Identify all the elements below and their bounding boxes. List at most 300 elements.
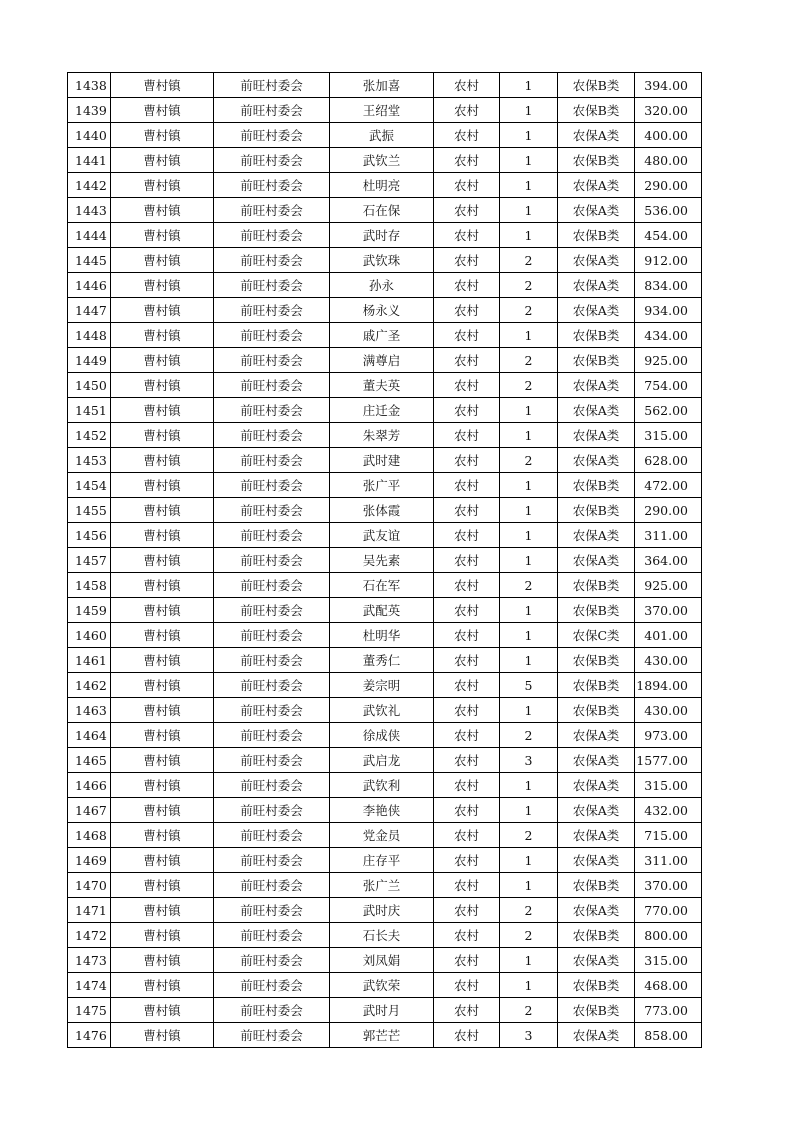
cell-village-committee: 前旺村委会: [214, 873, 330, 898]
cell-serial-number: 1460: [68, 623, 111, 648]
cell-village-committee: 前旺村委会: [214, 973, 330, 998]
table-row: [68, 448, 702, 473]
cell-amount: 800.00: [635, 923, 702, 948]
cell-serial-number: 1444: [68, 223, 111, 248]
cell-insurance-category: 农保B类: [558, 348, 635, 373]
cell-village-committee: 前旺村委会: [214, 248, 330, 273]
cell-insurance-category: 农保A类: [558, 123, 635, 148]
cell-member-count: 2: [500, 573, 558, 598]
cell-amount: 925.00: [635, 573, 702, 598]
cell-town: 曹村镇: [111, 98, 214, 123]
cell-household-type: 农村: [434, 348, 500, 373]
cell-member-count: 1: [500, 223, 558, 248]
cell-insurance-category: 农保C类: [558, 623, 635, 648]
cell-town: 曹村镇: [111, 823, 214, 848]
cell-household-type: 农村: [434, 723, 500, 748]
page-table-wrapper: [67, 72, 702, 1048]
cell-amount: 364.00: [635, 548, 702, 573]
cell-amount: 311.00: [635, 848, 702, 873]
cell-amount: 912.00: [635, 248, 702, 273]
cell-serial-number: 1462: [68, 673, 111, 698]
cell-household-type: 农村: [434, 698, 500, 723]
cell-town: 曹村镇: [111, 248, 214, 273]
cell-household-type: 农村: [434, 473, 500, 498]
cell-town: 曹村镇: [111, 848, 214, 873]
cell-village-committee: 前旺村委会: [214, 73, 330, 98]
cell-amount: 562.00: [635, 398, 702, 423]
cell-amount: 480.00: [635, 148, 702, 173]
cell-insurance-category: 农保A类: [558, 298, 635, 323]
cell-village-committee: 前旺村委会: [214, 498, 330, 523]
cell-village-committee: 前旺村委会: [214, 823, 330, 848]
cell-person-name: 武启龙: [330, 748, 434, 773]
cell-insurance-category: 农保A类: [558, 748, 635, 773]
cell-person-name: 张加喜: [330, 73, 434, 98]
cell-member-count: 1: [500, 498, 558, 523]
cell-amount: 754.00: [635, 373, 702, 398]
cell-member-count: 2: [500, 448, 558, 473]
cell-town: 曹村镇: [111, 498, 214, 523]
table-row: [68, 723, 702, 748]
cell-insurance-category: 农保A类: [558, 398, 635, 423]
table-row: [68, 848, 702, 873]
cell-town: 曹村镇: [111, 698, 214, 723]
cell-person-name: 武时月: [330, 998, 434, 1023]
cell-insurance-category: 农保A类: [558, 273, 635, 298]
cell-amount: 434.00: [635, 323, 702, 348]
cell-serial-number: 1439: [68, 98, 111, 123]
cell-insurance-category: 农保A类: [558, 898, 635, 923]
cell-household-type: 农村: [434, 248, 500, 273]
cell-household-type: 农村: [434, 398, 500, 423]
cell-serial-number: 1473: [68, 948, 111, 973]
cell-amount: 834.00: [635, 273, 702, 298]
cell-member-count: 1: [500, 123, 558, 148]
cell-person-name: 武钦兰: [330, 148, 434, 173]
cell-member-count: 2: [500, 723, 558, 748]
cell-amount: 320.00: [635, 98, 702, 123]
table-row: [68, 223, 702, 248]
cell-amount: 770.00: [635, 898, 702, 923]
cell-insurance-category: 农保B类: [558, 98, 635, 123]
cell-amount: 468.00: [635, 973, 702, 998]
cell-person-name: 张广平: [330, 473, 434, 498]
cell-person-name: 郭芒芒: [330, 1023, 434, 1048]
cell-insurance-category: 农保A类: [558, 848, 635, 873]
cell-insurance-category: 农保B类: [558, 923, 635, 948]
cell-amount: 715.00: [635, 823, 702, 848]
table-row: [68, 748, 702, 773]
cell-serial-number: 1443: [68, 198, 111, 223]
cell-village-committee: 前旺村委会: [214, 123, 330, 148]
cell-household-type: 农村: [434, 548, 500, 573]
cell-serial-number: 1449: [68, 348, 111, 373]
cell-village-committee: 前旺村委会: [214, 148, 330, 173]
cell-household-type: 农村: [434, 873, 500, 898]
cell-household-type: 农村: [434, 623, 500, 648]
cell-member-count: 1: [500, 548, 558, 573]
cell-town: 曹村镇: [111, 798, 214, 823]
cell-village-committee: 前旺村委会: [214, 398, 330, 423]
cell-member-count: 2: [500, 348, 558, 373]
cell-household-type: 农村: [434, 98, 500, 123]
table-row: [68, 473, 702, 498]
cell-insurance-category: 农保A类: [558, 423, 635, 448]
cell-serial-number: 1472: [68, 923, 111, 948]
cell-household-type: 农村: [434, 423, 500, 448]
cell-household-type: 农村: [434, 123, 500, 148]
cell-person-name: 武钦利: [330, 773, 434, 798]
cell-town: 曹村镇: [111, 748, 214, 773]
cell-serial-number: 1440: [68, 123, 111, 148]
cell-town: 曹村镇: [111, 398, 214, 423]
cell-member-count: 1: [500, 148, 558, 173]
cell-serial-number: 1461: [68, 648, 111, 673]
cell-member-count: 1: [500, 523, 558, 548]
table-row: [68, 298, 702, 323]
table-row: [68, 698, 702, 723]
cell-serial-number: 1451: [68, 398, 111, 423]
cell-village-committee: 前旺村委会: [214, 723, 330, 748]
cell-amount: 400.00: [635, 123, 702, 148]
cell-village-committee: 前旺村委会: [214, 373, 330, 398]
cell-member-count: 1: [500, 848, 558, 873]
table-row: [68, 898, 702, 923]
cell-person-name: 庄存平: [330, 848, 434, 873]
table-row: [68, 798, 702, 823]
cell-village-committee: 前旺村委会: [214, 298, 330, 323]
cell-household-type: 农村: [434, 173, 500, 198]
cell-person-name: 吴先素: [330, 548, 434, 573]
cell-village-committee: 前旺村委会: [214, 273, 330, 298]
cell-household-type: 农村: [434, 673, 500, 698]
cell-member-count: 2: [500, 373, 558, 398]
cell-household-type: 农村: [434, 273, 500, 298]
cell-serial-number: 1446: [68, 273, 111, 298]
cell-member-count: 2: [500, 923, 558, 948]
cell-amount: 311.00: [635, 523, 702, 548]
cell-household-type: 农村: [434, 498, 500, 523]
cell-serial-number: 1476: [68, 1023, 111, 1048]
cell-serial-number: 1447: [68, 298, 111, 323]
recipient-table: [67, 72, 702, 1048]
cell-village-committee: 前旺村委会: [214, 473, 330, 498]
cell-serial-number: 1457: [68, 548, 111, 573]
cell-amount: 773.00: [635, 998, 702, 1023]
cell-insurance-category: 农保B类: [558, 998, 635, 1023]
cell-amount: 925.00: [635, 348, 702, 373]
cell-town: 曹村镇: [111, 423, 214, 448]
cell-insurance-category: 农保B类: [558, 498, 635, 523]
cell-amount: 290.00: [635, 498, 702, 523]
cell-village-committee: 前旺村委会: [214, 98, 330, 123]
cell-person-name: 武时存: [330, 223, 434, 248]
cell-serial-number: 1442: [68, 173, 111, 198]
cell-amount: 394.00: [635, 73, 702, 98]
cell-member-count: 1: [500, 773, 558, 798]
cell-serial-number: 1463: [68, 698, 111, 723]
cell-insurance-category: 农保B类: [558, 598, 635, 623]
cell-person-name: 杜明华: [330, 623, 434, 648]
cell-household-type: 农村: [434, 648, 500, 673]
cell-serial-number: 1467: [68, 798, 111, 823]
cell-household-type: 农村: [434, 523, 500, 548]
cell-insurance-category: 农保A类: [558, 248, 635, 273]
cell-member-count: 1: [500, 698, 558, 723]
cell-amount: 315.00: [635, 948, 702, 973]
cell-town: 曹村镇: [111, 198, 214, 223]
table-body: [68, 73, 702, 1048]
cell-amount: 1894.00: [635, 673, 702, 698]
cell-village-committee: 前旺村委会: [214, 748, 330, 773]
cell-person-name: 刘凤娟: [330, 948, 434, 973]
cell-serial-number: 1469: [68, 848, 111, 873]
cell-town: 曹村镇: [111, 148, 214, 173]
cell-village-committee: 前旺村委会: [214, 773, 330, 798]
cell-town: 曹村镇: [111, 923, 214, 948]
cell-insurance-category: 农保A类: [558, 448, 635, 473]
cell-insurance-category: 农保A类: [558, 198, 635, 223]
cell-amount: 315.00: [635, 773, 702, 798]
cell-village-committee: 前旺村委会: [214, 648, 330, 673]
cell-person-name: 徐成侠: [330, 723, 434, 748]
cell-town: 曹村镇: [111, 273, 214, 298]
cell-person-name: 张广兰: [330, 873, 434, 898]
cell-person-name: 武钦荣: [330, 973, 434, 998]
cell-serial-number: 1448: [68, 323, 111, 348]
table-row: [68, 923, 702, 948]
cell-serial-number: 1468: [68, 823, 111, 848]
cell-household-type: 农村: [434, 948, 500, 973]
cell-insurance-category: 农保B类: [558, 473, 635, 498]
cell-person-name: 庄迁金: [330, 398, 434, 423]
cell-serial-number: 1474: [68, 973, 111, 998]
cell-member-count: 2: [500, 823, 558, 848]
cell-household-type: 农村: [434, 923, 500, 948]
cell-village-committee: 前旺村委会: [214, 923, 330, 948]
cell-town: 曹村镇: [111, 223, 214, 248]
table-row: [68, 348, 702, 373]
cell-person-name: 党金员: [330, 823, 434, 848]
cell-member-count: 1: [500, 623, 558, 648]
cell-household-type: 农村: [434, 223, 500, 248]
cell-serial-number: 1438: [68, 73, 111, 98]
cell-person-name: 朱翠芳: [330, 423, 434, 448]
cell-household-type: 农村: [434, 298, 500, 323]
cell-town: 曹村镇: [111, 723, 214, 748]
table-row: [68, 198, 702, 223]
cell-amount: 430.00: [635, 698, 702, 723]
cell-village-committee: 前旺村委会: [214, 848, 330, 873]
cell-person-name: 石在军: [330, 573, 434, 598]
cell-insurance-category: 农保B类: [558, 73, 635, 98]
cell-household-type: 农村: [434, 1023, 500, 1048]
cell-village-committee: 前旺村委会: [214, 448, 330, 473]
cell-insurance-category: 农保A类: [558, 773, 635, 798]
cell-member-count: 1: [500, 423, 558, 448]
cell-insurance-category: 农保A类: [558, 948, 635, 973]
cell-person-name: 武时庆: [330, 898, 434, 923]
cell-town: 曹村镇: [111, 998, 214, 1023]
cell-household-type: 农村: [434, 598, 500, 623]
cell-town: 曹村镇: [111, 348, 214, 373]
cell-village-committee: 前旺村委会: [214, 348, 330, 373]
cell-village-committee: 前旺村委会: [214, 798, 330, 823]
cell-household-type: 农村: [434, 898, 500, 923]
table-row: [68, 248, 702, 273]
cell-serial-number: 1459: [68, 598, 111, 623]
cell-insurance-category: 农保B类: [558, 673, 635, 698]
cell-household-type: 农村: [434, 73, 500, 98]
cell-household-type: 农村: [434, 573, 500, 598]
cell-person-name: 石在保: [330, 198, 434, 223]
cell-person-name: 武振: [330, 123, 434, 148]
table-row: [68, 373, 702, 398]
cell-insurance-category: 农保A类: [558, 523, 635, 548]
cell-member-count: 1: [500, 948, 558, 973]
cell-serial-number: 1465: [68, 748, 111, 773]
cell-town: 曹村镇: [111, 673, 214, 698]
cell-serial-number: 1450: [68, 373, 111, 398]
table-row: [68, 598, 702, 623]
cell-amount: 315.00: [635, 423, 702, 448]
cell-member-count: 1: [500, 798, 558, 823]
cell-insurance-category: 农保A类: [558, 723, 635, 748]
cell-amount: 454.00: [635, 223, 702, 248]
cell-town: 曹村镇: [111, 1023, 214, 1048]
cell-member-count: 1: [500, 648, 558, 673]
table-row: [68, 623, 702, 648]
cell-town: 曹村镇: [111, 873, 214, 898]
cell-insurance-category: 农保B类: [558, 873, 635, 898]
table-row: [68, 573, 702, 598]
cell-village-committee: 前旺村委会: [214, 1023, 330, 1048]
cell-amount: 973.00: [635, 723, 702, 748]
cell-town: 曹村镇: [111, 173, 214, 198]
cell-serial-number: 1445: [68, 248, 111, 273]
cell-serial-number: 1470: [68, 873, 111, 898]
cell-member-count: 1: [500, 73, 558, 98]
cell-town: 曹村镇: [111, 123, 214, 148]
cell-insurance-category: 农保B类: [558, 148, 635, 173]
cell-serial-number: 1452: [68, 423, 111, 448]
cell-member-count: 1: [500, 473, 558, 498]
cell-person-name: 满尊启: [330, 348, 434, 373]
cell-insurance-category: 农保B类: [558, 323, 635, 348]
cell-person-name: 孙永: [330, 273, 434, 298]
cell-town: 曹村镇: [111, 448, 214, 473]
cell-town: 曹村镇: [111, 623, 214, 648]
cell-person-name: 武钦礼: [330, 698, 434, 723]
table-row: [68, 73, 702, 98]
table-row: [68, 323, 702, 348]
cell-household-type: 农村: [434, 198, 500, 223]
cell-member-count: 2: [500, 998, 558, 1023]
cell-member-count: 2: [500, 273, 558, 298]
cell-member-count: 2: [500, 298, 558, 323]
cell-member-count: 2: [500, 248, 558, 273]
cell-insurance-category: 农保B类: [558, 698, 635, 723]
cell-village-committee: 前旺村委会: [214, 623, 330, 648]
cell-member-count: 2: [500, 898, 558, 923]
table-row: [68, 998, 702, 1023]
cell-town: 曹村镇: [111, 948, 214, 973]
cell-town: 曹村镇: [111, 598, 214, 623]
cell-serial-number: 1454: [68, 473, 111, 498]
table-row: [68, 148, 702, 173]
cell-town: 曹村镇: [111, 373, 214, 398]
cell-serial-number: 1455: [68, 498, 111, 523]
cell-village-committee: 前旺村委会: [214, 573, 330, 598]
cell-person-name: 武友谊: [330, 523, 434, 548]
table-row: [68, 423, 702, 448]
table-row: [68, 98, 702, 123]
cell-village-committee: 前旺村委会: [214, 898, 330, 923]
cell-household-type: 农村: [434, 798, 500, 823]
cell-village-committee: 前旺村委会: [214, 173, 330, 198]
cell-insurance-category: 农保A类: [558, 548, 635, 573]
cell-person-name: 武钦珠: [330, 248, 434, 273]
cell-person-name: 石长夫: [330, 923, 434, 948]
table-row: [68, 673, 702, 698]
cell-amount: 430.00: [635, 648, 702, 673]
cell-household-type: 农村: [434, 323, 500, 348]
table-row: [68, 773, 702, 798]
cell-person-name: 武时建: [330, 448, 434, 473]
cell-village-committee: 前旺村委会: [214, 998, 330, 1023]
cell-village-committee: 前旺村委会: [214, 523, 330, 548]
cell-town: 曹村镇: [111, 73, 214, 98]
table-row: [68, 873, 702, 898]
cell-person-name: 杨永义: [330, 298, 434, 323]
cell-town: 曹村镇: [111, 473, 214, 498]
table-row: [68, 498, 702, 523]
cell-person-name: 杜明亮: [330, 173, 434, 198]
cell-person-name: 李艳侠: [330, 798, 434, 823]
cell-village-committee: 前旺村委会: [214, 548, 330, 573]
cell-town: 曹村镇: [111, 773, 214, 798]
cell-person-name: 姜宗明: [330, 673, 434, 698]
cell-serial-number: 1456: [68, 523, 111, 548]
cell-amount: 370.00: [635, 873, 702, 898]
cell-household-type: 农村: [434, 373, 500, 398]
cell-member-count: 1: [500, 973, 558, 998]
table-row: [68, 648, 702, 673]
cell-member-count: 1: [500, 173, 558, 198]
cell-household-type: 农村: [434, 148, 500, 173]
cell-amount: 536.00: [635, 198, 702, 223]
cell-town: 曹村镇: [111, 573, 214, 598]
cell-village-committee: 前旺村委会: [214, 698, 330, 723]
cell-town: 曹村镇: [111, 548, 214, 573]
cell-insurance-category: 农保A类: [558, 173, 635, 198]
cell-amount: 432.00: [635, 798, 702, 823]
table-row: [68, 823, 702, 848]
cell-serial-number: 1441: [68, 148, 111, 173]
cell-person-name: 王绍堂: [330, 98, 434, 123]
cell-household-type: 农村: [434, 823, 500, 848]
cell-member-count: 1: [500, 398, 558, 423]
table-row: [68, 398, 702, 423]
cell-village-committee: 前旺村委会: [214, 223, 330, 248]
cell-amount: 934.00: [635, 298, 702, 323]
cell-member-count: 1: [500, 98, 558, 123]
cell-village-committee: 前旺村委会: [214, 673, 330, 698]
cell-serial-number: 1466: [68, 773, 111, 798]
table-row: [68, 523, 702, 548]
table-row: [68, 1023, 702, 1048]
cell-amount: 472.00: [635, 473, 702, 498]
